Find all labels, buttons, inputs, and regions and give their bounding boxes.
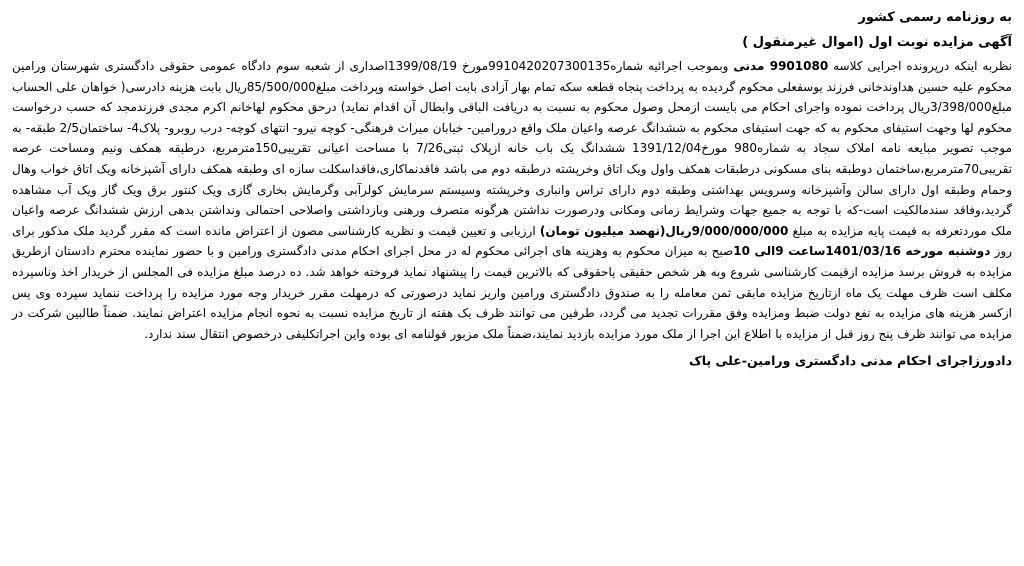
publication-line: به روزنامه رسمی کشور xyxy=(858,10,1012,25)
signature-line: دادورزاجرای احکام مدنی دادگستری ورامین-علی پاک xyxy=(688,353,1012,369)
notice-body xyxy=(12,56,1012,344)
notice-title: آگهی مزایده نوبت اول (اموال غیرمنقول ) xyxy=(742,35,1012,50)
body-part-3: ارزیابی و تعیین قیمت و نظریه کارشناسی مصون از اعتراض مانده است که مقرر گردید ملک مذکور برای روز xyxy=(12,223,1013,259)
base-price: 9/000/000/000ریال(نهصد میلیون تومان) xyxy=(539,223,789,238)
auction-time: دوشنبه مورخه 1401/03/16ساعت 9الی 10 xyxy=(733,244,991,259)
case-number: 9901080 مدنی xyxy=(733,59,829,73)
body-part-4: صبح به میزان محکوم به وهزینه های اجرائی محکوم له در محل اجرای احکام مدنی دادگستری ورامین و با حضور نماینده محترم دادستان ازطریق مزایده به فروش برسد مزایده ازقیمت کارشناسی شروع وبه هر شخص حقیقی یاحقوقی که بالاترین قیمت را پیشنهاد نماید فروخته خواهد شد. ده درصد مبلغ مزایده فی المجلس از خریدار اخذ وناسپرده مکلف است ظرف مهلت یک ماه ازتاریخ مزایده مابقی ثمن معامله را به صندوق دادگستری ورامین واریز نماید درصورتی که درمهلت مقرر خریدار وجه مورد مزایده را پرداخت ننماید سپرده وی پس ازکسر هزینه های مزایده به نفع دولت ضبط ومزایده وفق مقررات تجدید می گردد، طرفین می توانند ظرف یک هفته از تاریخ مزایده نسبت به نحوه انجام مزایده اعتراض نمایند. ضمناً طالبین شرکت در مزایده می توانند ظرف پنج روز قبل از مزایده با اطلاع این اجرا از ملک مورد مزایده بازدید نمایند،ضمناً ملک مزبور قولنامه ای بوده واین اجراتکلیفی درخصوص انتقال سند ندارد. xyxy=(12,244,1012,341)
body-part-1: نظربه اینکه درپرونده اجرایی کلاسه xyxy=(828,59,1013,73)
body-part-2: وبموجب اجرائیه شماره9910420207300135مورخ 1399/08/19اصداری از شعبه سوم دادگاه عمومی حقوقی دادگستری شهرستان ورامین محکوم علیه حسین هداوندخانی فرزند یوسفعلی محکوم گردیده به پرداخت پنجاه قطعه سکه تمام بهار آزادی بابت اصل خواسته وپرداخت مبلغ85/500/000ریال بابت هزینه دادرسی( خواهان علی الحساب مبلغ3/398/000ریال پرداخت نموده واجرای احکام می بایست ازمحل وصول محکوم به نسبت به دریافت الباقی وابطال آن اقدام نماید) درحق محکوم لهاخانم اکرم مجدی فرزندمجد که حسب درخواست محکوم لها وجهت استیفای محکوم به که جهت استیفای محکوم به ششدانگ عرصه واعیان ملک واقع درورامین- خیابان میراث فرهنگی- کوچه نیرو- انتهای کوچه- درب روبرو- پلاک4- ساختمان2/5 طبقه- به موجب تصویر مبایعه نامه املاک سجاد به شماره980 مورخ1391/12/04 ششدانگ یک باب خانه ازپلاک ثبتی7/26 با مساحت اعیانی تقریبی150مترمربع، درطبقه همکف ونیم ومساحت عرصه تقریبی70مترمربع،ساختمان دوطبقه بنای مسکونی درطبقات همکف واول ویک اتاق وخرپشته درطبقه دوم می باشد فاقدنماکاری،فاقداسکلت سازه ای وطبقه همکف دارای آشپزخانه ویک اتاق خواب وهال وحمام وطبقه اول دارای سالن وآشپزخانه وسرویس بهداشتی وطبقه دوم دارای تراس وانباری وخرپشته وسیستم سرمایش کولرآبی وگرمایش بخاری گازی ویک کنتور برق ویک گاز ویک آب مشاهده گردید،وفاقد سندمالکیت است-که با توجه به جمیع جهات وشرایط زمانی ومکانی ودرصورت نداشتن هرگونه متصرف ورهنی وبازداشتی واصلاحی احتمالی ونداشتن بدهی ارزش ششدانگ عرصه واعیان ملک موردتعرفه به قیمت پایه مزایده به مبلغ xyxy=(12,59,1013,238)
